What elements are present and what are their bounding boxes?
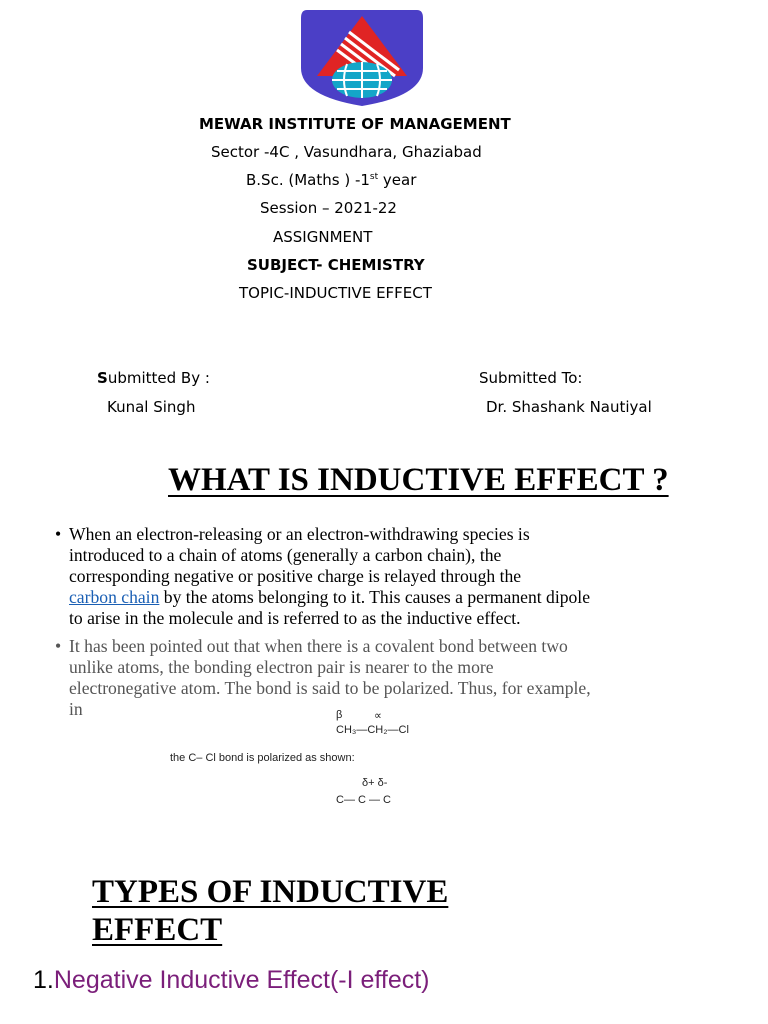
institute-address: Sector -4C , Vasundhara, Ghaziabad — [211, 143, 482, 161]
carbon-chain-link[interactable]: carbon chain — [69, 587, 160, 607]
assignment-label: ASSIGNMENT — [273, 228, 373, 246]
topic-line: TOPIC-INDUCTIVE EFFECT — [239, 284, 432, 302]
partial-charges: δ+ δ- — [362, 777, 388, 789]
course-line: B.Sc. (Maths ) -1st year — [246, 171, 417, 189]
submitted-to-name: Dr. Shashank Nautiyal — [486, 398, 652, 416]
bullet-polarization: • It has been pointed out that when there is a covalent bond between two unlike atoms, the bonding electron pair is nearer to the more electronegative atom. The bond is said to be polarized. Thus, for example, in — [55, 636, 591, 719]
bullet-definition: • When an electron-releasing or an electron-withdrawing species is introduced to a chain of atoms (generally a carbon chain), the corresponding negative or positive charge is relayed through the carbon chain by the atoms belonging to it. This causes a permanent dipole to arise in the molecule and is referred to as the inductive effect. — [55, 524, 591, 628]
bullet-icon: • — [55, 524, 62, 544]
submitted-to-label: Submitted To: — [479, 369, 583, 387]
chloroethane-formula: CH₃—CH₂—Cl — [336, 724, 409, 736]
submitted-by-label: Submitted By : — [97, 369, 210, 387]
polarized-caption: the C– Cl bond is polarized as shown: — [170, 752, 355, 764]
section-heading-what-is: WHAT IS INDUCTIVE EFFECT ? — [168, 462, 669, 498]
session-line: Session – 2021-22 — [260, 199, 397, 217]
section-heading-types: TYPES OF INDUCTIVE EFFECT — [92, 874, 449, 948]
institute-name: MEWAR INSTITUTE OF MANAGEMENT — [199, 115, 511, 133]
submitted-by-name: Kunal Singh — [107, 398, 196, 416]
bullet-icon: • — [55, 636, 62, 656]
subject-line: SUBJECT- CHEMISTRY — [247, 256, 425, 274]
carbon-chain-diagram: C— C — C — [336, 794, 391, 806]
negative-inductive-item: 1.Negative Inductive Effect(-I effect) — [33, 966, 430, 994]
institute-logo-icon — [299, 8, 425, 108]
alpha-label: ∝ — [374, 710, 382, 722]
beta-label: β — [336, 709, 343, 721]
